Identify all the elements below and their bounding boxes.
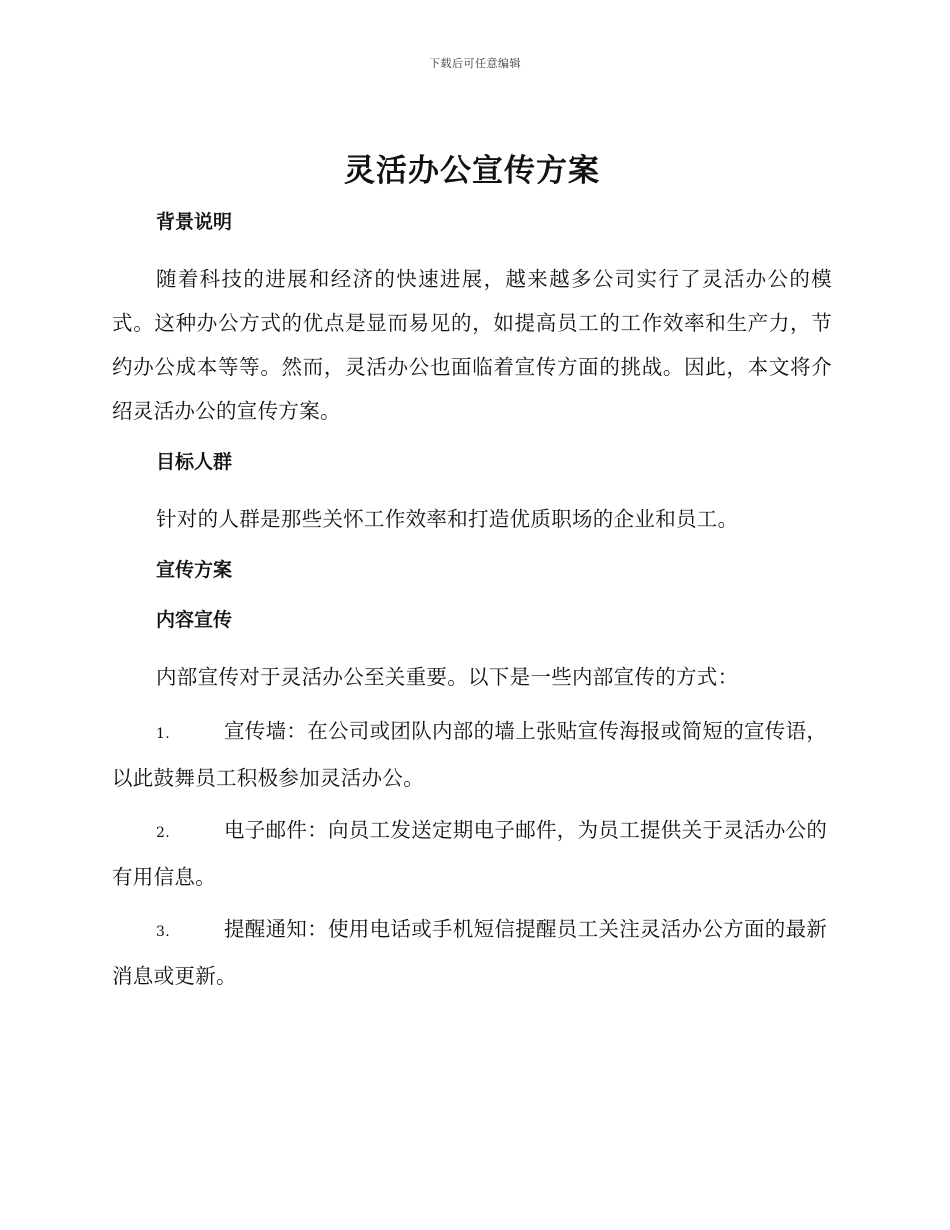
- header-note: 下载后可任意编辑: [429, 57, 521, 70]
- content-intro-paragraph: 内部宣传对于灵活办公至关重要。以下是一些内部宣传的方式：: [156, 665, 739, 689]
- list-item-number: 2.: [156, 825, 170, 841]
- list-item: [112, 907, 832, 998]
- background-heading: 背景说明: [156, 211, 233, 233]
- list-item-text: 提醒通知：使用电话或手机短信提醒员工关注灵活办公方面的最新消息或更新。: [112, 917, 828, 988]
- document-body: [112, 145, 832, 1006]
- background-paragraph: 随着科技的进展和经济的快速进展，越来越多公司实行了灵活办公的模式。这种办公方式的优点是显而易见的，如提高员工的工作效率和生产力，节约办公成本等等。然而，灵活办公也面临着宣传方面的挑战。因此，本文将介绍灵活办公的宣传方案。: [112, 267, 832, 423]
- plan-heading: 宣传方案: [156, 559, 233, 581]
- list-item: [112, 709, 832, 800]
- audience-paragraph: 针对的人群是那些关怀工作效率和打造优质职场的企业和员工。: [156, 507, 739, 531]
- document-title: 灵活办公宣传方案: [344, 153, 600, 189]
- content-heading: 内容宣传: [156, 609, 233, 631]
- list-item-number: 3.: [156, 924, 170, 940]
- audience-heading: 目标人群: [156, 451, 233, 473]
- list-item: [112, 808, 832, 899]
- list-item-number: 1.: [156, 726, 170, 742]
- list-item-text: 电子邮件：向员工发送定期电子邮件，为员工提供关于灵活办公的有用信息。: [112, 818, 828, 889]
- list-item-text: 宣传墙：在公司或团队内部的墙上张贴宣传海报或简短的宣传语，以此鼓舞员工积极参加灵活办公。: [112, 719, 828, 790]
